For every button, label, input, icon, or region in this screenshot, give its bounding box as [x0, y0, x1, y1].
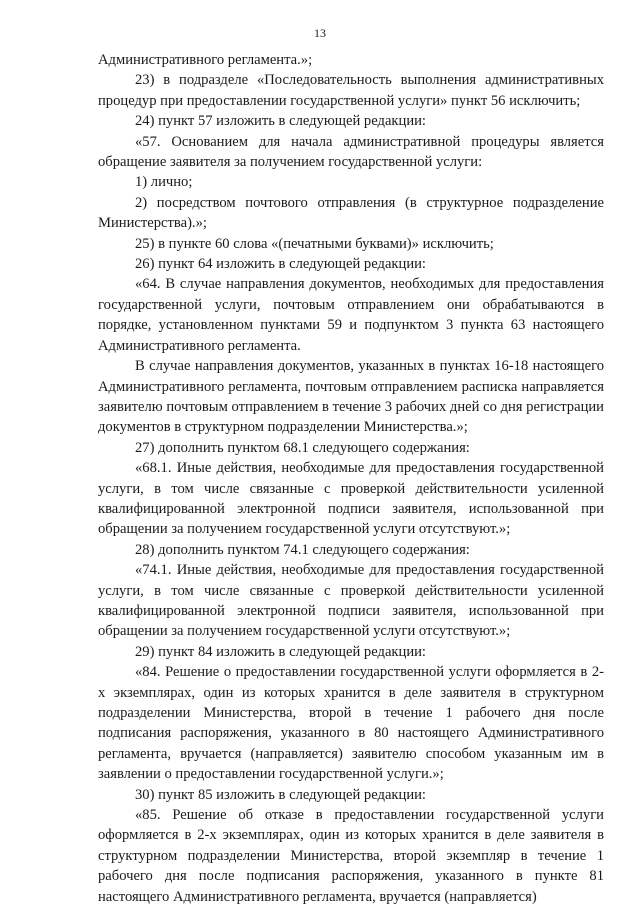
paragraph: «84. Решение о предоставлении государственной услуги оформляется в 2-х экземплярах, один из которых хранится в деле заявителя в структурном подразделении Министерства, второй в течение 1 рабочего дня после подписания распоряжения, указанного в 80 настоящего Административного регламента, вручается (направляется) заявителю способом указанным им в заявлении о предоставлении государственной услуги.»; — [98, 664, 604, 783]
paragraph: «57. Основанием для начала административной процедуры является обращение заявителя за получением государственной услуги: — [98, 133, 604, 171]
paragraph: 30) пункт 85 изложить в следующей редакции: — [135, 786, 426, 803]
paragraph: 26) пункт 64 изложить в следующей редакции: — [135, 256, 426, 273]
paragraph: 2) посредством почтового отправления (в структурное подразделение Министерства).»; — [98, 194, 604, 232]
paragraph: 23) в подразделе «Последовательность выполнения административных процедур при предоставлении государственной услуги» пункт 56 исключить; — [98, 72, 604, 109]
paragraph: «64. В случае направления документов, необходимых для предоставления государственной услуги, почтовым отправлением они обрабатываются в порядке, установленном пунктами 59 и подпунктом 3 пункта 63 настоящего Административного регламента. — [98, 276, 604, 354]
paragraph: Административного регламента.»; — [98, 52, 313, 68]
paragraph: «85. Решение об отказе в предоставлении государственной услуги оформляется в 2-х экземплярах, один из которых хранится в деле заявителя в структурном подразделении Министерства, второй экземпляр в течение 1 рабочего дня после подписания распоряжения, указанного в пункте 81 настоящего Административного регламента, вручается (направляется) — [98, 807, 604, 905]
paragraph: 24) пункт 57 изложить в следующей редакции: — [135, 113, 426, 130]
paragraph: В случае направления документов, указанных в пунктах 16-18 настоящего Административного регламента, почтовым отправлением расписка направляется заявителю почтовым отправлением в течение 3 рабочих дней со дня регистрации документов в структурном подразделении Министерства.»; — [98, 358, 604, 436]
paragraph: 27) дополнить пунктом 68.1 следующего содержания: — [135, 439, 470, 456]
paragraph: 28) дополнить пунктом 74.1 следующего содержания: — [135, 541, 470, 558]
paragraph: 29) пункт 84 изложить в следующей редакции: — [135, 643, 426, 660]
paragraph: 25) в пункте 60 слова «(печатными буквами)» исключить; — [135, 235, 494, 252]
document-body — [98, 50, 604, 907]
paragraph: 1) лично; — [135, 174, 193, 191]
paragraph: «68.1. Иные действия, необходимые для предоставления государственной услуги, в том числе связанные с проверкой действительности усиленной квалифицированной электронной подписи заявителя, использованной при обращении за получением государственной услуги отсутствуют.»; — [98, 460, 604, 538]
paragraph: «74.1. Иные действия, необходимые для предоставления государственной услуги, в том числе связанные с проверкой действительности усиленной квалифицированной электронной подписи заявителя, использованной при обращении за получением государственной услуги отсутствуют.»; — [98, 562, 604, 640]
page-number: 13 — [314, 26, 326, 40]
